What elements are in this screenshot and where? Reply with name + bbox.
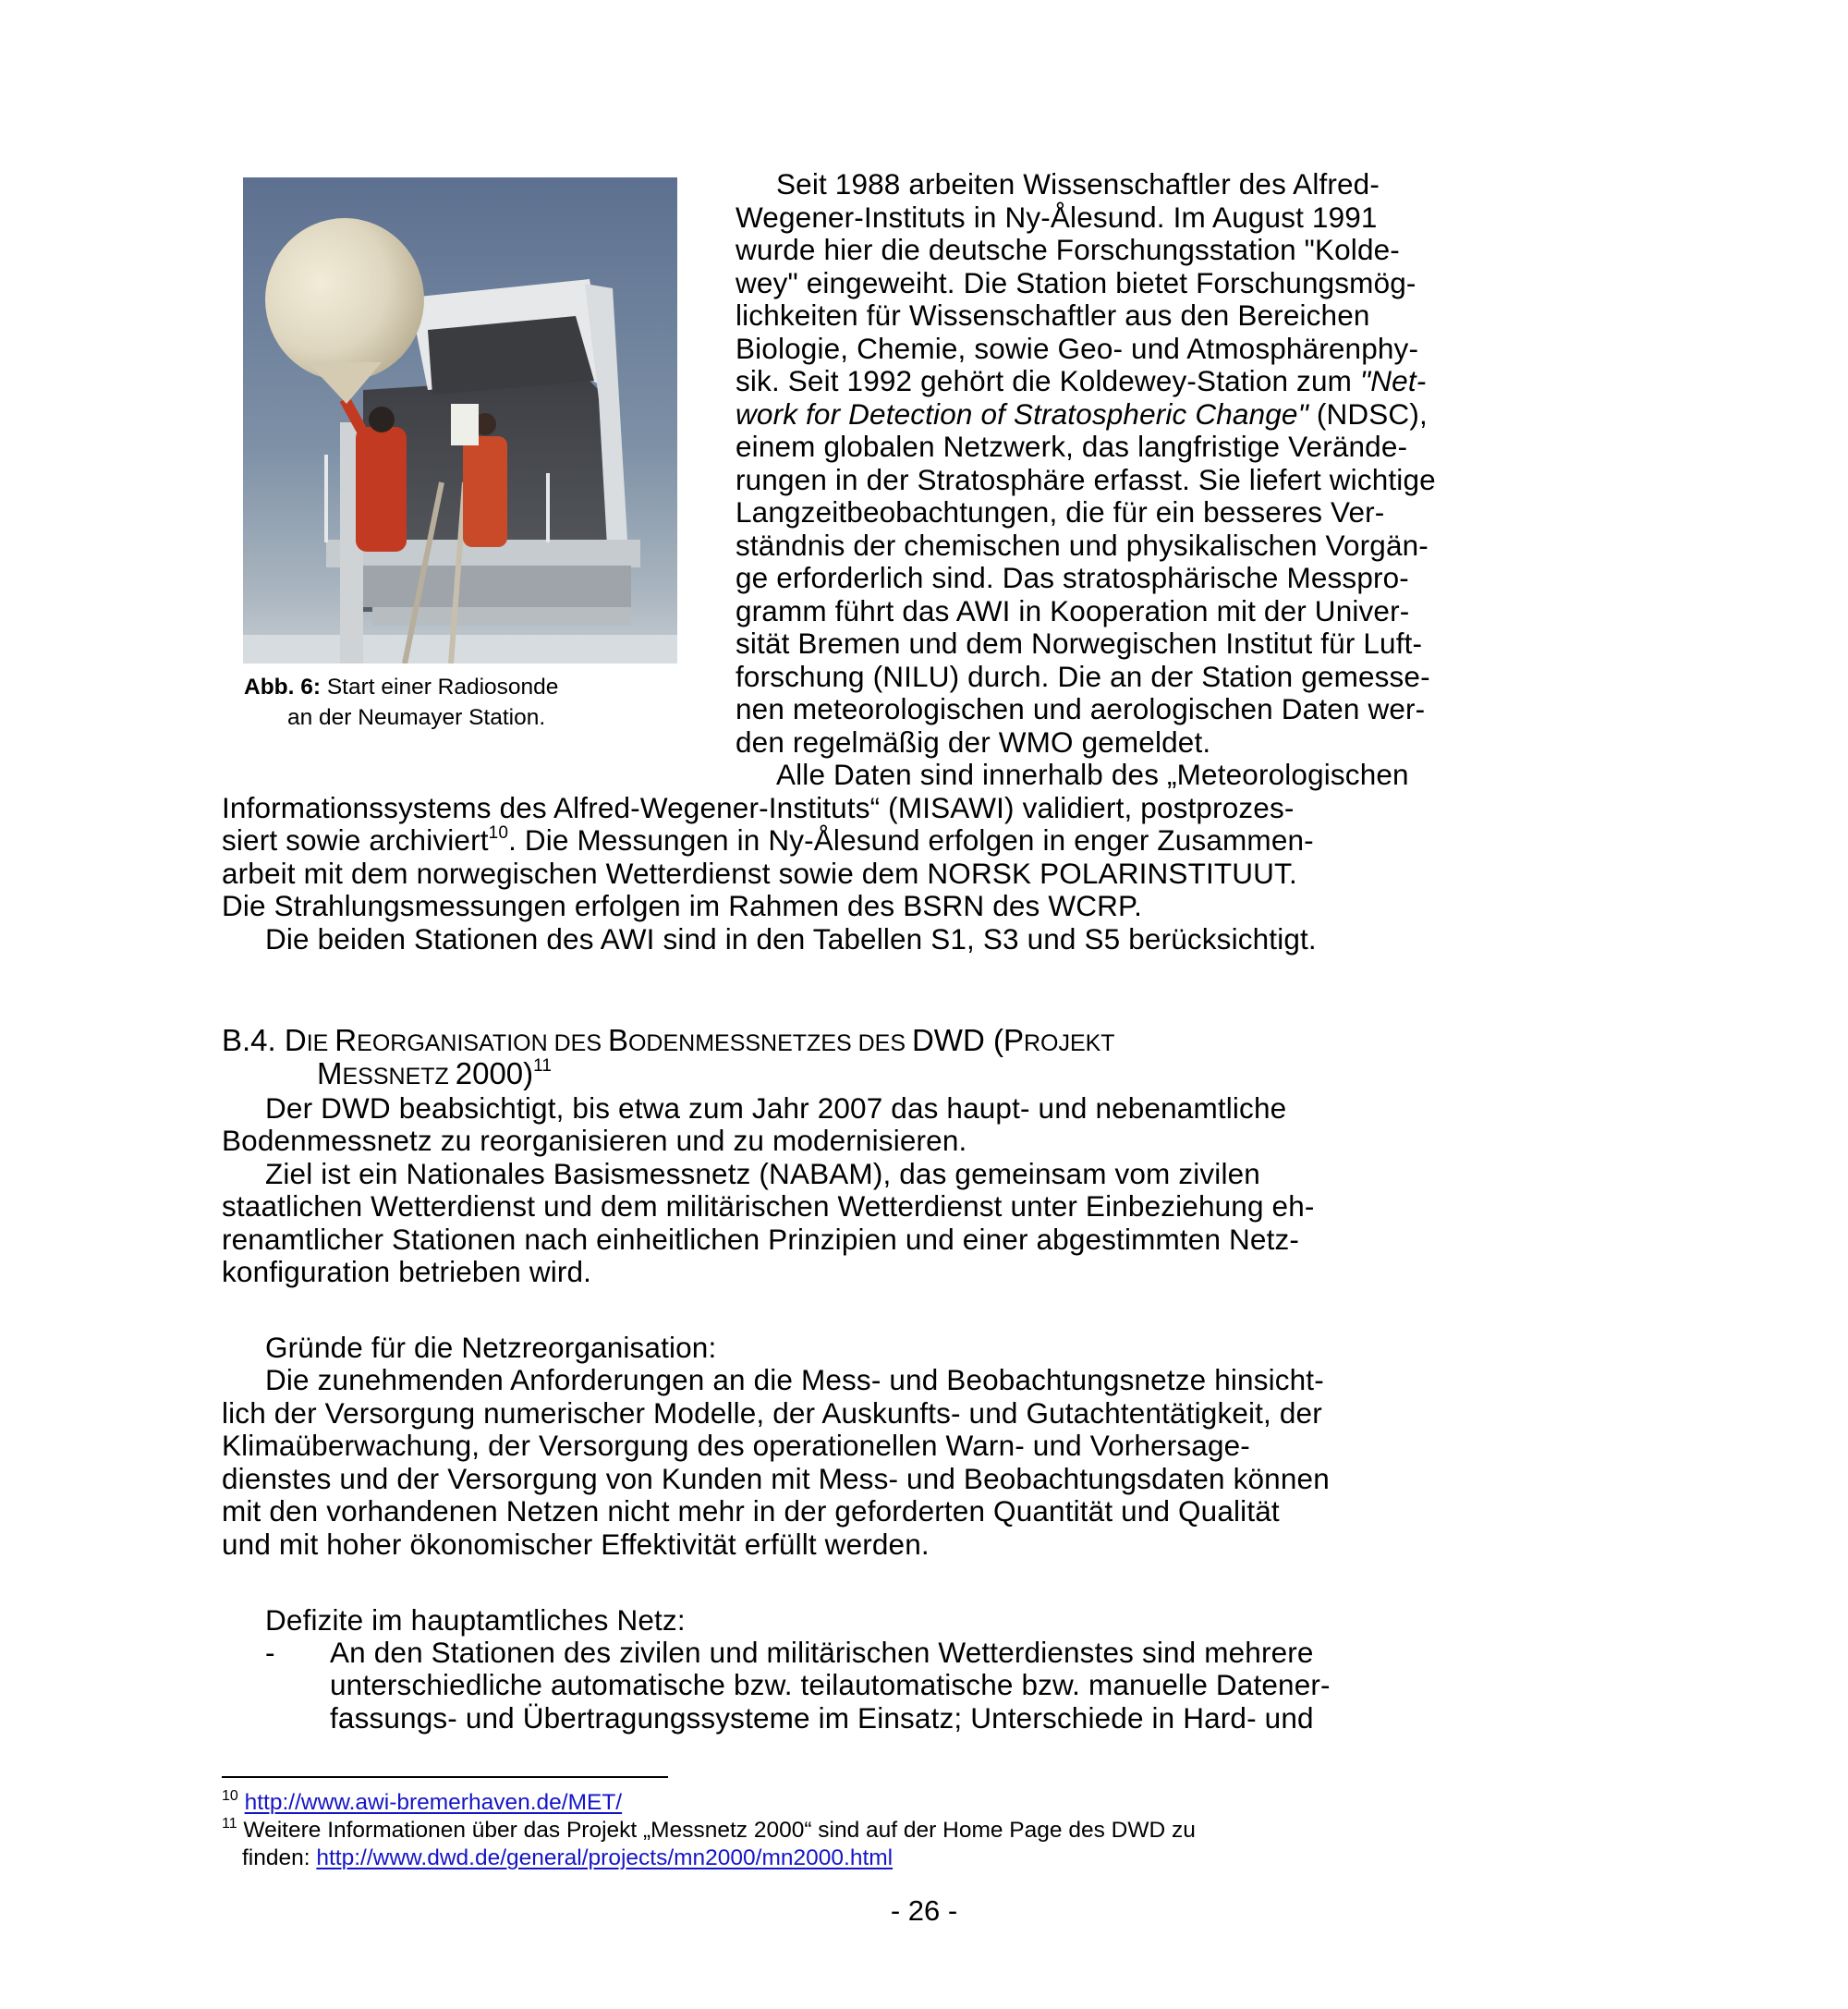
footnote-ref-10[interactable]: 10 bbox=[488, 823, 509, 843]
footnote-separator bbox=[222, 1776, 668, 1778]
bullet-item-line: fassungs- und Übertragungssysteme im Einsatz; Unterschiede in Hard- und bbox=[330, 1701, 1314, 1735]
paragraph-awi-tables: Die beiden Stationen des AWI sind in den Tabellen S1, S3 und S5 berücksichtigt. bbox=[265, 922, 1317, 956]
document-page: Abb. 6: Start einer Radiosonde an der Neumayer Station. Seit 1988 arbeiten Wissenschaftler des Alfred- Wegener-Instituts in Ny-Ålesund. Im August 1991 wurde hier die deutsche Forschungsstation "Kolde- wey" eingeweiht. Die Station bietet Forschungsmög- lichkeiten für Wissenschaftler aus den Bereichen Biologie, Chemie, sowie Geo- und Atmosphärenphy- sik. Seit 1992 gehört die Koldewey-Station zum "Net- work for Detection of Stratospheric Change" (NDSC), einem globalen Netzwerk, das langfristige Verände- rungen in der Stratosphäre erfasst. Sie liefert wichtige Langzeitbeobachtungen, die für ein besseres Ver- ständnis der chemischen und physikalischen Vorgän- ge erforderlich sind. Das stratosphärische Messpro- gramm führt das AWI in Kooperation mit der Univer- sität Bremen und dem Norwegischen Institut für Luft- forschung (NILU) durch. Die an der Station gemesse- nen meteorologischen und aerologischen Daten wer- den regelmäßig der WMO gemeldet. Alle Daten sind innerhalb des „Meteorologischen Informationssystems des Alfred-Wegener-Instituts“ (MISAWI) validiert, postprozes- siert sowie archiviert$^{10}$. Die Messungen in Ny-Ålesund erfolgen in enger Zusammen- arbeit mit dem norwegischen Wetterdienst sowie dem NORSK POLARINSTITUUT. Die Strahlungsmessungen erfolgen im Rahmen des BSRN des WCRP. Die beiden Stationen des AWI sind in den Tabellen S1, S3 und S5 berücksichtigt. B.4. DIE REORGANISATION DES BODENMESSNETZES DES DWD (PROJEKT MESSNETZ 2000)$^{11}$ Der DWD beabsichtigt, bis etwa zum Jahr 2007 das haupt- und nebenamtliche Bodenmessnetz zu reorganisieren und zu modernisieren. Ziel ist ein Nationales Basismessnetz (NABAM), das gemeinsam vom zivilen staatlichen Wetterdienst und dem militärischen Wetterdienst unter Einbeziehung eh- renamtlicher Stationen nach einheitlichen Prinzipien und einer abgestimmten Netz- konfiguration betrieben wird. Gründe für die Netzreorganisation: Die zunehmenden Anforderungen an die Mess- und Beobachtungsnetze hinsicht- lich der Versorgung numerischer Modelle, der Auskunfts- und Gutachtentätigkeit, der Klimaüberwachung, der Versorgung des operationellen Warn- und Vorhersage- dienstes und der Versorgung von Kunden mit Mess- und Beobachtungsdaten können mit den vorhandenen Netzen nicht mehr in der geforderten Quantität und Qualität und mit hoher ökonomischer Effektivität erfüllt werden. Defizite im hauptamtliches Netz: - An den Stationen des zivilen und militärischen Wetterdienstes sind mehrere unterschiedliche automatische bzw. teilautomatische bzw. manuelle Datener- fassungs- und Übertragungssysteme im Einsatz; Unterschiede in Hard- und $^{10}$ http://www.awi-bremerhaven.de/MET/ $^{11}$ Weitere Informationen über das Projekt „Messnetz 2000“ sind auf der Home Page des DWD zu finden: http://www.dwd.de/general/projects/mn2000/mn2000.html - 26 - bbox=[0, 0, 1848, 2009]
footnote-11-continued: finden: http://www.dwd.de/general/projects/mn2000/mn2000.html bbox=[242, 1845, 894, 1870]
bullet-item-line: unterschiedliche automatische bzw. teilautomatische bzw. manuelle Datener- bbox=[330, 1668, 1331, 1701]
footnote-ref-11[interactable]: 11 bbox=[533, 1056, 552, 1076]
section-heading-b4-line-2: MESSNETZ 2000)$^{11}$ bbox=[317, 1056, 552, 1090]
photo-illustration bbox=[243, 177, 677, 664]
section-heading-b4: B.4. DIE REORGANISATION DES BODENMESSNETZES DES DWD (PROJEKT bbox=[222, 1023, 1115, 1057]
ndsc-italic-name: work for Detection of Stratospheric Change" bbox=[736, 397, 1308, 431]
radiosonde-photo bbox=[243, 177, 677, 664]
figure-label: Abb. 6: bbox=[244, 675, 322, 700]
figure-caption-line-1: Abb. 6: Start einer Radiosonde bbox=[244, 675, 559, 700]
page-number: - 26 - bbox=[890, 1894, 958, 1927]
deficits-title: Defizite im hauptamtliches Netz: bbox=[265, 1603, 686, 1637]
footnote-10: $^{10}$ http://www.awi-bremerhaven.de/MET/ bbox=[222, 1788, 623, 1815]
bullet-marker: - bbox=[265, 1636, 275, 1669]
footnote-10-link[interactable]: http://www.awi-bremerhaven.de/MET/ bbox=[244, 1790, 623, 1815]
footnote-11: $^{11}$ Weitere Informationen über das Projekt „Messnetz 2000“ sind auf der Home Page des DWD zu bbox=[222, 1816, 1196, 1843]
bullet-item-line: An den Stationen des zivilen und militärischen Wetterdienstes sind mehrere bbox=[330, 1636, 1314, 1669]
reasons-title: Gründe für die Netzreorganisation: bbox=[265, 1331, 717, 1364]
figure-caption-line-2: an der Neumayer Station. bbox=[287, 705, 546, 730]
footnote-11-link[interactable]: http://www.dwd.de/general/projects/mn2000/mn2000.html bbox=[316, 1845, 894, 1870]
